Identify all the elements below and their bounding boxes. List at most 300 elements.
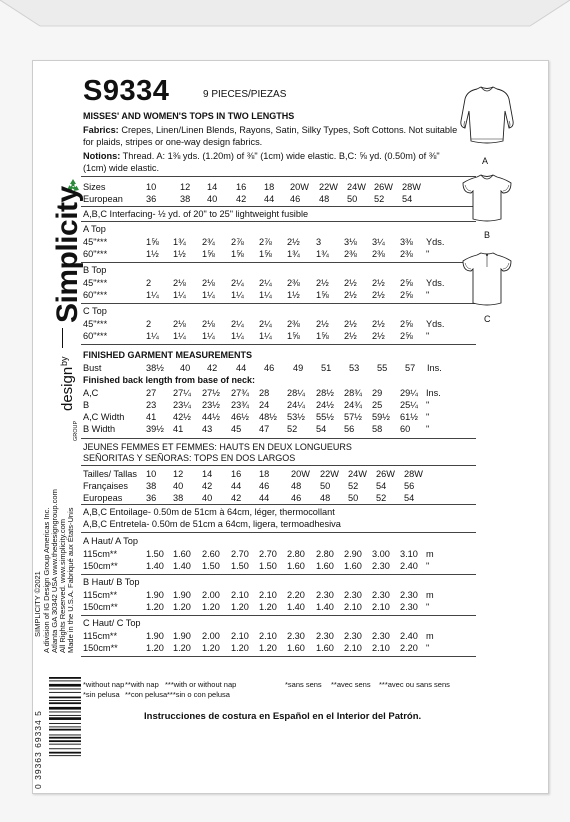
table-cell: 27 bbox=[146, 388, 157, 398]
table-cell: 2.10 bbox=[231, 590, 249, 600]
view-label-a: A bbox=[482, 156, 489, 166]
barcode-bar bbox=[49, 723, 81, 724]
row-label: Françaises bbox=[83, 481, 128, 491]
divider bbox=[81, 206, 476, 207]
footnote: *sans sens bbox=[285, 680, 322, 689]
barcode-bar bbox=[49, 707, 81, 710]
table-cell: 1¼ bbox=[202, 290, 215, 300]
row-label: B Width bbox=[83, 424, 116, 434]
table-cell: 48½ bbox=[259, 412, 277, 422]
table-cell: 3 bbox=[316, 237, 322, 247]
table-cell: 1.40 bbox=[173, 561, 191, 571]
table-cell: 1⅝ bbox=[316, 331, 329, 341]
fabrics-text-1: Crepes, Linen/Linen Blends, Rayons, Satin, Silky Types, Soft Cottons. Not suitable bbox=[121, 125, 458, 135]
row-unit: " bbox=[426, 249, 430, 259]
size-cell: 22W bbox=[319, 182, 338, 192]
table-cell: 56 bbox=[404, 481, 415, 491]
table-cell: 1.60 bbox=[173, 549, 191, 559]
table-cell: 1¾ bbox=[287, 249, 300, 259]
table-cell: 1⅝ bbox=[259, 249, 272, 259]
table-cell: 20W bbox=[291, 469, 310, 479]
table-cell: 2.30 bbox=[287, 631, 305, 641]
table-cell: 29¼ bbox=[400, 388, 418, 398]
table-cell: 12 bbox=[173, 469, 184, 479]
table-cell: 2.40 bbox=[400, 561, 418, 571]
table-cell: 38 bbox=[173, 493, 184, 503]
row-unit: Yds. bbox=[426, 237, 445, 247]
size-cell: 54 bbox=[402, 194, 413, 204]
table-cell: 28½ bbox=[316, 388, 334, 398]
table-cell: 2.30 bbox=[400, 602, 418, 612]
table-cell: 40 bbox=[202, 493, 213, 503]
table-cell: 54 bbox=[316, 424, 327, 434]
table-cell: 2½ bbox=[344, 278, 357, 288]
barcode-bar bbox=[49, 744, 81, 745]
table-cell: 2⅛ bbox=[202, 319, 215, 329]
table-cell: 2.20 bbox=[287, 590, 305, 600]
table-cell: 53½ bbox=[287, 412, 305, 422]
barcode-bar bbox=[49, 712, 81, 713]
table-cell: 1.20 bbox=[202, 643, 220, 653]
table-cell: 1.60 bbox=[316, 643, 334, 653]
table-cell: 1.20 bbox=[173, 602, 191, 612]
table-cell: 2½ bbox=[287, 237, 300, 247]
barcode-bar bbox=[49, 700, 81, 701]
bust-cell: 42 bbox=[207, 363, 218, 373]
table-cell: 2.30 bbox=[372, 590, 390, 600]
footnote: ***with or without nap bbox=[165, 680, 237, 689]
divider bbox=[81, 656, 476, 657]
table-cell: 1.20 bbox=[259, 602, 277, 612]
table-cell: 2⅛ bbox=[173, 278, 186, 288]
table-cell: 2½ bbox=[372, 290, 385, 300]
size-cell: 12 bbox=[180, 182, 191, 192]
table-cell: 41 bbox=[173, 424, 184, 434]
table-cell: 44 bbox=[231, 481, 242, 491]
barcode bbox=[39, 677, 83, 790]
size-cell: 26W bbox=[374, 182, 393, 192]
table-cell: 2½ bbox=[372, 331, 385, 341]
table-cell: 44½ bbox=[202, 412, 220, 422]
divider bbox=[81, 221, 476, 222]
fabrics-label: Fabrics: bbox=[83, 125, 119, 135]
footnote: ***avec ou sans sens bbox=[379, 680, 450, 689]
block-title: B Haut/ B Top bbox=[83, 577, 140, 587]
pattern-number: S9334 bbox=[83, 75, 170, 107]
pattern-envelope-back bbox=[32, 60, 549, 794]
table-cell: 42½ bbox=[173, 412, 191, 422]
table-cell: 1½ bbox=[146, 249, 159, 259]
table-cell: 27½ bbox=[202, 388, 220, 398]
table-cell: 16 bbox=[231, 469, 242, 479]
table-cell: 1¼ bbox=[259, 290, 272, 300]
barcode-bar bbox=[49, 697, 81, 699]
footnote: **con pelusa bbox=[125, 690, 168, 699]
divider bbox=[81, 344, 476, 345]
back-length-title: Finished back length from base of neck: bbox=[83, 375, 256, 385]
table-cell: 24½ bbox=[316, 400, 334, 410]
table-cell: 1¼ bbox=[231, 290, 244, 300]
row-label: 150cm** bbox=[83, 602, 118, 612]
row-label: 115cm** bbox=[83, 590, 118, 600]
table-cell: 1.20 bbox=[259, 643, 277, 653]
table-cell: 2¼ bbox=[259, 278, 272, 288]
table-cell: 48 bbox=[291, 481, 302, 491]
row-unit: " bbox=[426, 290, 430, 300]
table-cell: 52 bbox=[287, 424, 298, 434]
row-label: 60"*** bbox=[83, 290, 108, 300]
copyright-line: Atlanta GA 30342 USA www.thedesigngroup.com bbox=[50, 489, 59, 653]
table-cell: 18 bbox=[259, 469, 270, 479]
size-cell: 28W bbox=[402, 182, 421, 192]
pieces-count: 9 PIECES/PIEZAS bbox=[203, 89, 287, 100]
bust-cell: 53 bbox=[349, 363, 360, 373]
size-cell: 14 bbox=[207, 182, 218, 192]
table-cell: 1¼ bbox=[173, 290, 186, 300]
table-cell: 1½ bbox=[287, 290, 300, 300]
table-cell: 1⅝ bbox=[202, 249, 215, 259]
table-cell: 1.60 bbox=[316, 561, 334, 571]
barcode-digits: 0 39363 69334 5 bbox=[33, 710, 43, 789]
size-cell: 38 bbox=[180, 194, 191, 204]
table-cell: 3.00 bbox=[372, 549, 390, 559]
divider bbox=[81, 262, 476, 263]
bust-cell: 38½ bbox=[146, 363, 164, 373]
divider bbox=[81, 532, 476, 533]
table-cell: 24W bbox=[348, 469, 367, 479]
size-cell: 42 bbox=[236, 194, 247, 204]
table-cell: 1⅝ bbox=[146, 237, 159, 247]
table-cell: 25 bbox=[372, 400, 383, 410]
table-cell: 1¾ bbox=[173, 237, 186, 247]
table-cell: 36 bbox=[146, 493, 157, 503]
table-cell: 1.60 bbox=[287, 643, 305, 653]
brand-design: design bbox=[59, 366, 76, 411]
footnote: **avec sens bbox=[331, 680, 371, 689]
table-cell: 2¼ bbox=[231, 278, 244, 288]
table-cell: 2⅝ bbox=[400, 278, 413, 288]
table-cell: 2.20 bbox=[400, 643, 418, 653]
entretela-line: A,B,C Entretela- 0.50m de 51cm a 64cm, ligera, termoadhesiva bbox=[83, 519, 341, 529]
bust-cell: 44 bbox=[236, 363, 247, 373]
barcode-bar bbox=[49, 740, 81, 742]
table-cell: 42 bbox=[202, 481, 213, 491]
table-cell: 1⅝ bbox=[316, 290, 329, 300]
size-cell: 18 bbox=[264, 182, 275, 192]
block-title: C Haut/ C Top bbox=[83, 618, 141, 628]
table-cell: 2.40 bbox=[400, 631, 418, 641]
table-cell: 2.30 bbox=[372, 561, 390, 571]
table-cell: 1.90 bbox=[173, 590, 191, 600]
table-cell: 1.90 bbox=[146, 590, 164, 600]
table-cell: 2½ bbox=[372, 319, 385, 329]
table-cell: 28 bbox=[259, 388, 270, 398]
divider bbox=[81, 438, 476, 439]
copyright-line: SIMPLICITY ©2021 bbox=[33, 571, 42, 637]
table-cell: 2.10 bbox=[259, 631, 277, 641]
bust-cell: 49 bbox=[293, 363, 304, 373]
table-cell: 1½ bbox=[173, 249, 186, 259]
view-b-illustration bbox=[461, 169, 513, 227]
row-unit: Yds. bbox=[426, 319, 445, 329]
table-cell: 1.50 bbox=[259, 561, 277, 571]
logo-divider bbox=[62, 328, 63, 348]
row-label: B bbox=[83, 400, 90, 410]
size-cell: 24W bbox=[347, 182, 366, 192]
table-cell: 47 bbox=[259, 424, 270, 434]
finished-title: FINISHED GARMENT MEASUREMENTS bbox=[83, 350, 253, 360]
entoilage-line: A,B,C Entoilage- 0.50m de 51cm à 64cm, léger, thermocollant bbox=[83, 507, 335, 517]
barcode-bar bbox=[49, 755, 81, 756]
table-cell: 1.20 bbox=[146, 643, 164, 653]
fabrics-line-1 bbox=[83, 126, 457, 135]
footnote: *without nap bbox=[83, 680, 125, 689]
row-label: 45"*** bbox=[83, 237, 108, 247]
table-cell: 26W bbox=[376, 469, 395, 479]
divider bbox=[81, 465, 476, 466]
table-cell: 2.70 bbox=[259, 549, 277, 559]
size-cell: 46 bbox=[290, 194, 301, 204]
row-label: 45"*** bbox=[83, 278, 108, 288]
table-cell: 2.00 bbox=[202, 590, 220, 600]
row-label: 60"*** bbox=[83, 331, 108, 341]
table-cell: 1.20 bbox=[202, 602, 220, 612]
table-cell: 2¾ bbox=[202, 237, 215, 247]
table-cell: 2.10 bbox=[344, 602, 362, 612]
table-cell: 2⅝ bbox=[400, 331, 413, 341]
notions-line-2: (1cm) wide elastic. bbox=[83, 163, 160, 173]
table-cell: 28W bbox=[404, 469, 423, 479]
french-title: JEUNES FEMMES ET FEMMES: HAUTS EN DEUX LONGUEURS bbox=[83, 442, 352, 452]
row-unit: " bbox=[426, 331, 430, 341]
table-cell: 2⅜ bbox=[344, 249, 357, 259]
table-cell: 1¾ bbox=[316, 249, 329, 259]
table-cell: 48 bbox=[320, 493, 331, 503]
table-cell: 2⅜ bbox=[287, 278, 300, 288]
divider bbox=[81, 574, 476, 575]
barcode-bar bbox=[49, 715, 81, 716]
table-cell: 2½ bbox=[344, 290, 357, 300]
size-cell: 50 bbox=[347, 194, 358, 204]
table-cell: 2⅜ bbox=[372, 249, 385, 259]
row-unit: m bbox=[426, 549, 434, 559]
row-unit: " bbox=[426, 424, 430, 434]
copyright-line: All Rights Reserved. www.simplicity.com bbox=[58, 518, 67, 653]
table-cell: 2.30 bbox=[372, 631, 390, 641]
row-label: Tailles/ Tallas bbox=[83, 469, 137, 479]
table-cell: 2⅞ bbox=[231, 237, 244, 247]
block-title: C Top bbox=[83, 306, 107, 316]
table-cell: 2⅛ bbox=[202, 278, 215, 288]
row-label: 150cm** bbox=[83, 643, 118, 653]
sizes-label: Sizes bbox=[83, 182, 106, 192]
table-cell: 2 bbox=[146, 319, 152, 329]
barcode-bar bbox=[49, 735, 81, 736]
table-cell: 1.20 bbox=[146, 602, 164, 612]
table-cell: 1⅝ bbox=[287, 331, 300, 341]
table-cell: 23 bbox=[146, 400, 157, 410]
table-cell: 2.90 bbox=[344, 549, 362, 559]
table-cell: 27¼ bbox=[173, 388, 191, 398]
notions-line-1 bbox=[83, 152, 440, 161]
row-unit: " bbox=[426, 561, 430, 571]
barcode-bar bbox=[49, 684, 81, 687]
table-cell: 2⅞ bbox=[259, 237, 272, 247]
table-cell: 28¼ bbox=[287, 388, 305, 398]
row-unit: " bbox=[426, 400, 430, 410]
size-cell: 52 bbox=[374, 194, 385, 204]
table-cell: 25¼ bbox=[400, 400, 418, 410]
table-cell: 2.60 bbox=[202, 549, 220, 559]
table-cell: 29 bbox=[372, 388, 383, 398]
table-cell: 39½ bbox=[146, 424, 164, 434]
table-cell: 14 bbox=[202, 469, 213, 479]
table-cell: 24¾ bbox=[344, 400, 362, 410]
table-cell: 3.10 bbox=[400, 549, 418, 559]
table-cell: 1¼ bbox=[202, 331, 215, 341]
divider bbox=[81, 176, 476, 177]
barcode-bar bbox=[49, 692, 81, 693]
table-cell: 58 bbox=[372, 424, 383, 434]
brand-by: by bbox=[59, 356, 69, 366]
table-cell: 50 bbox=[348, 493, 359, 503]
table-cell: 2.00 bbox=[202, 631, 220, 641]
table-cell: 2⅝ bbox=[400, 319, 413, 329]
spanish-title: SEÑORITAS Y SEÑORAS: TOPS EN DOS LARGOS bbox=[83, 453, 296, 463]
barcode-bar bbox=[49, 737, 81, 739]
table-cell: 1.20 bbox=[231, 602, 249, 612]
table-cell: 2 bbox=[146, 278, 152, 288]
barcode-bar bbox=[49, 717, 81, 720]
bust-cell: 46 bbox=[264, 363, 275, 373]
interfacing-line: A,B,C Interfacing- ½ yd. of 20" to 25" lightweight fusible bbox=[83, 209, 309, 219]
european-label: European bbox=[83, 194, 123, 204]
table-cell: 2.70 bbox=[231, 549, 249, 559]
size-cell: 16 bbox=[236, 182, 247, 192]
table-cell: 28¾ bbox=[344, 388, 362, 398]
row-label: A,C bbox=[83, 388, 99, 398]
table-cell: 1¼ bbox=[173, 331, 186, 341]
table-cell: 2½ bbox=[344, 319, 357, 329]
table-cell: 1¼ bbox=[259, 331, 272, 341]
table-cell: 41 bbox=[146, 412, 157, 422]
barcode-bar bbox=[49, 729, 81, 731]
view-a-illustration bbox=[459, 81, 515, 151]
table-cell: 1.50 bbox=[231, 561, 249, 571]
row-label: 115cm** bbox=[83, 549, 118, 559]
table-cell: 2.10 bbox=[344, 643, 362, 653]
notions-text-1: Thread. A: 1⅜ yds. (1.20m) of ⅜" (1cm) wide elastic. B,C: ⅝ yd. (0.50m) of ⅜" bbox=[122, 151, 440, 161]
table-cell: 54 bbox=[376, 481, 387, 491]
table-cell: 1.90 bbox=[146, 631, 164, 641]
table-cell: 1.20 bbox=[173, 643, 191, 653]
table-cell: 2.30 bbox=[344, 590, 362, 600]
view-c-illustration bbox=[461, 247, 513, 311]
row-label: Europeas bbox=[83, 493, 123, 503]
block-title: A Top bbox=[83, 224, 106, 234]
bust-cell: 57 bbox=[405, 363, 416, 373]
row-unit: m bbox=[426, 631, 434, 641]
table-cell: 1¼ bbox=[146, 290, 159, 300]
table-cell: 52 bbox=[376, 493, 387, 503]
table-cell: 55½ bbox=[316, 412, 334, 422]
table-cell: 1.20 bbox=[231, 643, 249, 653]
bust-label: Bust bbox=[83, 363, 102, 373]
row-unit: " bbox=[426, 602, 430, 612]
row-unit: " bbox=[426, 643, 430, 653]
table-cell: 2½ bbox=[372, 278, 385, 288]
table-cell: 3⅜ bbox=[400, 237, 413, 247]
barcode-bar bbox=[49, 726, 81, 727]
table-cell: 23¾ bbox=[231, 400, 249, 410]
size-cell: 20W bbox=[290, 182, 309, 192]
table-cell: 1.60 bbox=[344, 561, 362, 571]
row-label: 115cm** bbox=[83, 631, 118, 641]
table-cell: 38 bbox=[146, 481, 157, 491]
table-cell: 2.30 bbox=[344, 631, 362, 641]
table-cell: 2.30 bbox=[316, 631, 334, 641]
table-cell: 10 bbox=[146, 469, 157, 479]
table-cell: 23½ bbox=[202, 400, 220, 410]
table-cell: 2.80 bbox=[287, 549, 305, 559]
table-cell: 2¼ bbox=[259, 319, 272, 329]
table-cell: 2⅜ bbox=[287, 319, 300, 329]
divider bbox=[81, 615, 476, 616]
block-title: A Haut/ A Top bbox=[83, 536, 138, 546]
table-cell: 24 bbox=[259, 400, 270, 410]
barcode-bar bbox=[49, 752, 81, 754]
table-cell: 2½ bbox=[316, 319, 329, 329]
block-title: B Top bbox=[83, 265, 107, 275]
pattern-title: MISSES' AND WOMEN'S TOPS IN TWO LENGTHS bbox=[83, 111, 295, 121]
table-cell: 46 bbox=[291, 493, 302, 503]
row-unit: m bbox=[426, 590, 434, 600]
size-cell: 44 bbox=[264, 194, 275, 204]
size-cell: 36 bbox=[146, 194, 157, 204]
row-unit: Yds. bbox=[426, 278, 445, 288]
table-cell: 59½ bbox=[372, 412, 390, 422]
table-cell: 2½ bbox=[344, 331, 357, 341]
footnote: *sin pelusa bbox=[83, 690, 120, 699]
table-cell: 46½ bbox=[231, 412, 249, 422]
table-cell: 1.90 bbox=[173, 631, 191, 641]
row-unit: Ins. bbox=[426, 388, 441, 398]
table-cell: 1.40 bbox=[316, 602, 334, 612]
row-label: 150cm** bbox=[83, 561, 118, 571]
table-cell: 1.60 bbox=[287, 561, 305, 571]
row-label: A,C Width bbox=[83, 412, 125, 422]
bust-cell: 55 bbox=[377, 363, 388, 373]
row-label: 45"*** bbox=[83, 319, 108, 329]
table-cell: 45 bbox=[231, 424, 242, 434]
table-cell: 3¼ bbox=[372, 237, 385, 247]
table-cell: 56 bbox=[344, 424, 355, 434]
barcode-bar bbox=[49, 680, 81, 681]
size-cell: 10 bbox=[146, 182, 157, 192]
table-cell: 2⅝ bbox=[400, 290, 413, 300]
barcode-bar bbox=[49, 689, 81, 690]
size-cell: 40 bbox=[207, 194, 218, 204]
view-label-b: B bbox=[484, 230, 491, 240]
table-cell: 60 bbox=[400, 424, 411, 434]
view-label-c: C bbox=[484, 314, 491, 324]
divider bbox=[81, 303, 476, 304]
table-cell: 3⅛ bbox=[344, 237, 357, 247]
table-cell: 2.30 bbox=[400, 590, 418, 600]
table-cell: 2.10 bbox=[231, 631, 249, 641]
barcode-bar bbox=[49, 702, 81, 704]
table-cell: 27¾ bbox=[231, 388, 249, 398]
